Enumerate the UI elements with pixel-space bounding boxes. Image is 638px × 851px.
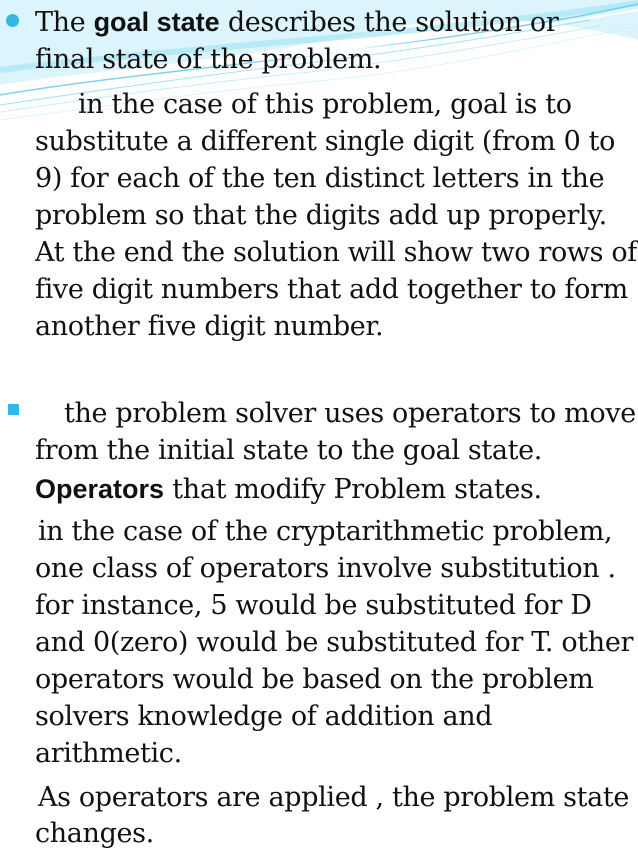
paragraph3-line2: from the initial state to the goal state.	[35, 435, 543, 466]
paragraph3-line3-after: that modify Problem states.	[164, 474, 542, 505]
paragraph4-line5: operators would be based on the problem	[35, 664, 594, 695]
square-bullet-icon	[8, 404, 19, 415]
paragraph1-line1-before: The	[35, 7, 94, 38]
paragraph1-line1-after: describes the solution or	[219, 7, 559, 38]
paragraph2-line4: problem so that the digits add up properly.	[35, 200, 607, 231]
paragraph4-line2: one class of operators involve substitution .	[35, 553, 616, 584]
paragraph2-line3: 9) for each of the ten distinct letters in the	[35, 163, 605, 194]
paragraph4-line7: arithmetic.	[35, 738, 182, 769]
paragraph4-line4: and 0(zero) would be substituted for T. other	[35, 627, 634, 658]
paragraph1-line2: final state of the problem.	[35, 44, 382, 75]
paragraph4-line6: solvers knowledge of addition and	[35, 701, 493, 732]
paragraph5-line2: changes.	[35, 818, 154, 849]
paragraph2-line6: five digit numbers that add together to form	[35, 274, 628, 305]
paragraph1-line1	[35, 6, 558, 38]
paragraph4-line1: in the case of the cryptarithmetic problem,	[38, 516, 613, 547]
paragraph3-line3	[35, 473, 542, 505]
goal-state-term: goal state	[93, 7, 220, 37]
paragraph4-line3: for instance, 5 would be substituted for D	[35, 590, 592, 621]
circle-bullet-icon	[6, 14, 19, 27]
paragraph2-line1: in the case of this problem, goal is to	[78, 89, 572, 120]
paragraph2-line5: At the end the solution will show two rows of	[35, 237, 637, 268]
paragraph2-line7: another five digit number.	[35, 311, 384, 342]
paragraph5-line1: As operators are applied , the problem state	[38, 782, 629, 813]
operators-term: Operators	[35, 474, 165, 504]
paragraph2-line2: substitute a different single digit (from 0 to	[35, 126, 616, 157]
paragraph3-line1: the problem solver uses operators to move	[64, 398, 636, 429]
